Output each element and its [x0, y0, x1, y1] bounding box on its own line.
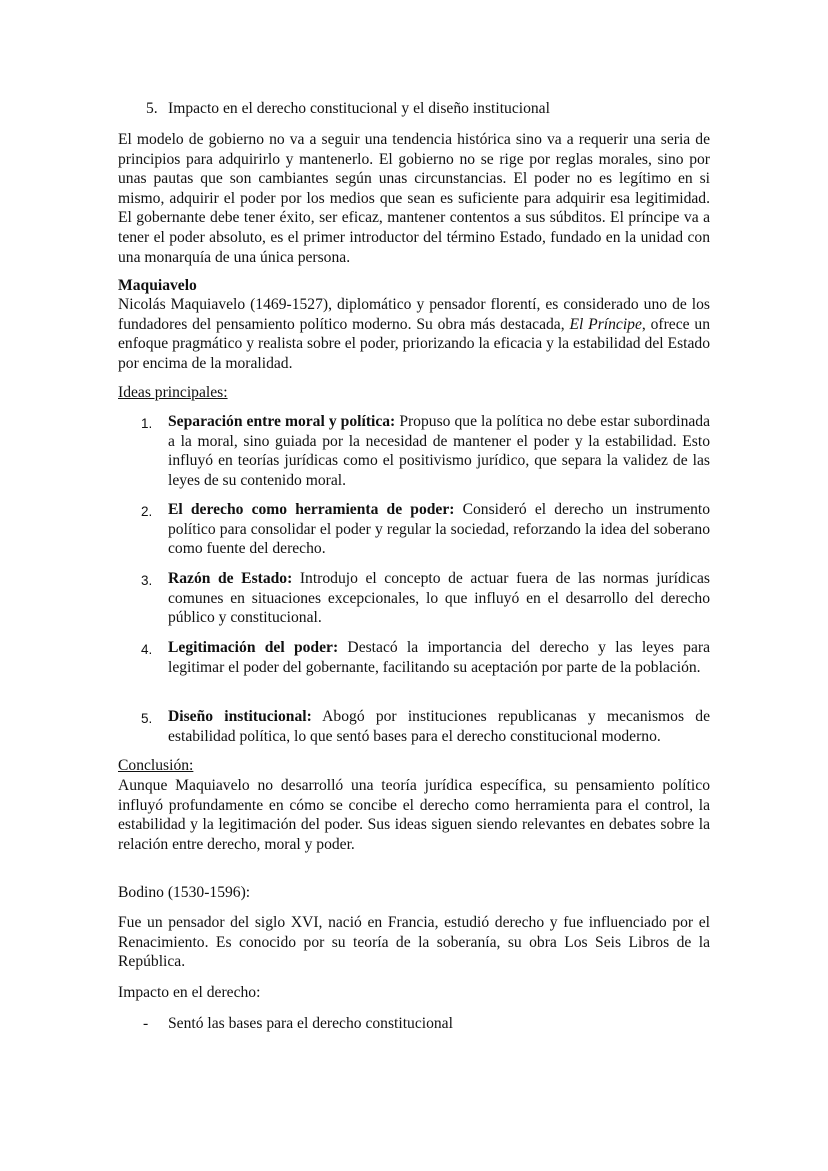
- gobierno-paragraph: El modelo de gobierno no va a seguir una tendencia histórica sino va a requerir una seria de principios para adquirirlo y mantenerlo. El gobierno no se rige por reglas morales, sino por unas pautas que son cambiantes según unas circunstancias. El poder no es legítimo en si mismo, adquirir el poder por los medios que sean es suficiente para adquirir esa legitimidad. El gobernante debe tener éxito, ser eficaz, mantener contentos a sus súbditos. El príncipe va a tener el poder absoluto, es el primer introductor del término Estado, fundado en la unidad con una monarquía de una única persona.: [118, 131, 710, 266]
- intro-item-number: 5.: [146, 100, 158, 117]
- idea-text: Destacó la importancia del derecho y las leyes para legitimar el poder del gobernante, facilitando su aceptación por parte de la población.: [168, 639, 710, 676]
- maquiavelo-intro-after: , ofrece un enfoque pragmático y realista sobre el poder, priorizando la eficacia y la estabilidad del Estado por encima de la moralidad.: [118, 315, 711, 372]
- idea-number: 5.: [141, 711, 153, 726]
- bodino-paragraph: Fue un pensador del siglo XVI, nació en Francia, estudió derecho y fue influenciado por el Renacimiento. Es conocido por su teoría de la soberanía, su obra Los Seis Libros de la República.: [118, 914, 710, 971]
- idea-number: 1.: [141, 416, 153, 431]
- conclusion-text: Aunque Maquiavelo no desarrolló una teoría jurídica específica, su pensamiento político influyó profundamente en cómo se concibe el derecho como herramienta para el control, la estabilidad y la legitimación del poder. Sus ideas siguen siendo relevantes en debates sobre la relación entre derecho, moral y poder.: [118, 777, 710, 853]
- idea-item: [168, 638, 710, 677]
- ideas-principales-heading: Ideas principales:: [118, 384, 228, 401]
- idea-title: Separación entre moral y política:: [168, 413, 396, 430]
- idea-text: Introdujo el concepto de actuar fuera de las normas jurídicas comunes en situaciones excepcionales, lo que influyó en el desarrollo del derecho público y constitucional.: [168, 570, 710, 627]
- maquiavelo-intro: [118, 295, 710, 373]
- idea-number: 3.: [141, 573, 153, 588]
- idea-title: Razón de Estado:: [168, 570, 293, 587]
- maquiavelo-heading: Maquiavelo: [118, 277, 197, 294]
- idea-item: [168, 707, 710, 746]
- impacto-heading: Impacto en el derecho:: [118, 984, 261, 1001]
- idea-title: Legitimación del poder:: [168, 639, 339, 656]
- bodino-heading: Bodino (1530-1596):: [118, 884, 251, 901]
- el-principe-title: El Príncipe: [569, 315, 642, 333]
- bullet-dash: -: [143, 1015, 149, 1032]
- idea-item: [168, 569, 710, 628]
- idea-item: [168, 500, 710, 559]
- idea-text: Abogó por instituciones republicanas y mecanismos de estabilidad política, lo que sentó bases para el derecho constitucional moderno.: [168, 708, 710, 745]
- impact-item-text: Sentó las bases para el derecho constitucional: [168, 1015, 453, 1032]
- idea-number: 2.: [141, 504, 153, 519]
- idea-text: Propuso que la política no debe estar subordinada a la moral, sino guiada por la necesidad de mantener el poder y la estabilidad. Esto influyó en teorías jurídicas como el positivismo jurídico, que separa la validez de las leyes de su contenido moral.: [168, 413, 711, 489]
- idea-title: Diseño institucional:: [168, 708, 312, 725]
- idea-text: Consideró el derecho un instrumento político para consolidar el poder y regular la sociedad, reforzando la idea del soberano como fuente del derecho.: [168, 501, 710, 558]
- conclusion-heading: Conclusión:: [118, 757, 194, 774]
- maquiavelo-intro-before: Nicolás Maquiavelo (1469-1527), diplomático y pensador florentí, es considerado uno de los fundadores del pensamiento político moderno. Su obra más destacada,: [118, 296, 710, 333]
- idea-item: [168, 412, 710, 490]
- intro-item-text: Impacto en el derecho constitucional y el diseño institucional: [168, 100, 550, 117]
- idea-title: El derecho como herramienta de poder:: [168, 501, 455, 518]
- idea-number: 4.: [141, 642, 153, 657]
